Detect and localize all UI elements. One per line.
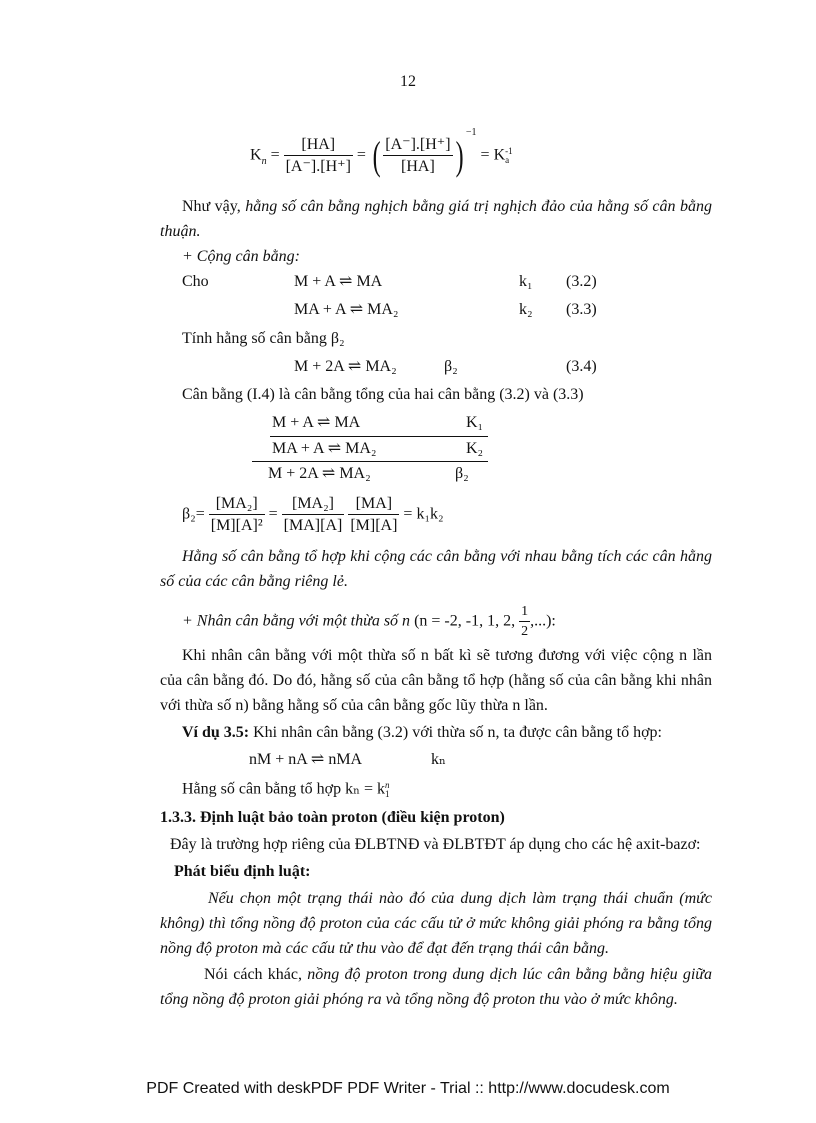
- eq-beta-frac2: $\frac{\text{[MA₂]}}{[MA][A]}$: [283, 495, 343, 534]
- reaction-2-number: (3.3): [566, 301, 597, 318]
- reaction-2-k: k₂: [519, 301, 533, 318]
- reaction-3: M + 2A ⇌ MA₂: [294, 358, 397, 375]
- eq-beta-lhs: β₂: [182, 505, 196, 523]
- eq-kn-exp: −1: [465, 127, 477, 139]
- paragraph-7: Nếu chọn một trạng thái nào đó của dung dịch làm trạng thái chuẩn (mức không) thì tổng nồng độ proton của các cấu tử ở mức không giải phóng ra bằng tổng nồng độ proton mà các cấu tử thu vào để đạt đến trạng thái cân bằng.: [160, 890, 712, 957]
- paragraph-3: Hằng số cân bằng tổ hợp khi cộng các cân bằng với nhau bằng tích các cân hằng số của các cân bằng riêng lẻ.: [160, 548, 712, 590]
- heading-phat-bieu: Phát biểu định luật:: [174, 863, 311, 880]
- paragraph-6: Đây là trường hợp riêng của ĐLBTNĐ và ĐLBTĐT áp dụng cho các hệ axit-bazơ:: [170, 836, 701, 853]
- eq-kn-rhs-sup: -1: [505, 146, 513, 156]
- reaction-4: nM + nA ⇌ nMA: [249, 751, 363, 768]
- example-3-5: Ví dụ 3.5: Khi nhân cân bằng (3.2) với thừa số n, ta được cân bằng tổ hợp:: [182, 724, 662, 741]
- eq-beta-frac1: $\frac{\text{[MA₂]}}{\text{[M][A]²}}$: [210, 495, 263, 534]
- equation-kn: $K_n$ = $\frac{[HA]}{[A^-].[H^+]}$ = ( $\frac{[A^-].[H^+]}{[HA]}$ )$^{-1}$ = K -1 a: [250, 127, 513, 178]
- equation-beta: β₂= $\frac{\text{[MA₂]}}{\text{[M][A]²}}$ = $\frac{\text{[MA₂]}}{[MA][A]}$ $\frac{[MA]}{[M][A]}$ = k₁k₂: [182, 495, 444, 534]
- heading-cong-can-bang: + Cộng cân bằng:: [182, 248, 300, 265]
- reaction-1-k: k₁: [519, 273, 533, 290]
- table-row-2-eq: MA + A ⇌ MA₂: [272, 440, 377, 457]
- heading-nhan-can-bang: + Nhân cân bằng với một thừa số n (n = -2, -1, 1, 2, $\frac{1}{2}$ ,...):: [182, 604, 556, 639]
- reaction-3-number: (3.4): [566, 358, 597, 375]
- paragraph-5: Hằng số cân bằng tổ hợp kₙ = k n 1: [182, 780, 390, 799]
- table-row-2-k: K₂: [466, 440, 484, 457]
- reaction-3-k: β₂: [444, 358, 458, 375]
- reaction-4-k: kₙ: [431, 751, 446, 768]
- paragraph-8: Nói cách khác, nồng độ proton trong dung dịch lúc cân bằng bằng hiệu giữa tổng nồng độ proton giải phóng ra và tổng nồng độ proton thu vào ở mức không.: [160, 966, 712, 1008]
- paragraph-1: Như vậy, hằng số cân bằng nghịch bằng giá trị nghịch đảo của hằng số cân bằng thuận.: [160, 198, 712, 240]
- section-heading-1-3-3: 1.3.3. Định luật bảo toàn proton (điều kiện proton): [160, 809, 505, 826]
- eq-beta-frac3: $\frac{[MA]}{[M][A]}$: [350, 495, 398, 534]
- paragraph-4: Khi nhân cân bằng với một thừa số n bất kì sẽ tương đương với việc cộng n lần của cân bằng đó. Do đó, hằng số của cân bằng tổ hợp (hằng số của cân bằng khi nhân với thừa số n) bằng hằng số của cân bằng gốc lũy thừa n lần.: [160, 647, 712, 714]
- table-row-1-eq: M + A ⇌ MA: [272, 414, 361, 431]
- reaction-1: M + A ⇌ MA: [294, 273, 383, 290]
- eq-kn-lhs-sub: n: [261, 155, 267, 167]
- tinh-hang-so: Tính hằng số cân bằng β₂: [182, 330, 345, 347]
- pdf-footer: PDF Created with deskPDF PDF Writer - Trial :: http://www.docudesk.com: [146, 1080, 670, 1097]
- eq-kn-rhs-sub: a: [505, 155, 510, 165]
- table-divider-2: [252, 461, 488, 462]
- reaction-2: MA + A ⇌ MA₂: [294, 301, 399, 318]
- eq-kn-frac1: $\frac{[HA]}{[A^-].[H^+]}$: [285, 136, 351, 175]
- table-row-3-k: β₂: [455, 465, 469, 482]
- page-number: 12: [400, 73, 416, 90]
- reaction-1-number: (3.2): [566, 273, 597, 290]
- paragraph-2: Cân bằng (I.4) là cân bằng tổng của hai cân bằng (3.2) và (3.3): [182, 386, 584, 403]
- table-row-3-eq: M + 2A ⇌ MA₂: [268, 465, 371, 482]
- table-divider-1: [270, 436, 488, 437]
- eq-kn-lhs: K: [250, 146, 262, 164]
- eq-kn-frac2: $\frac{[A^-].[H^+]}{[HA]}$: [385, 136, 451, 175]
- eq-beta-rhs: = k₁k₂: [403, 505, 444, 523]
- eq-kn-rhs: K: [493, 146, 506, 164]
- label-cho: Cho: [182, 273, 209, 290]
- table-row-1-k: K₁: [466, 414, 484, 431]
